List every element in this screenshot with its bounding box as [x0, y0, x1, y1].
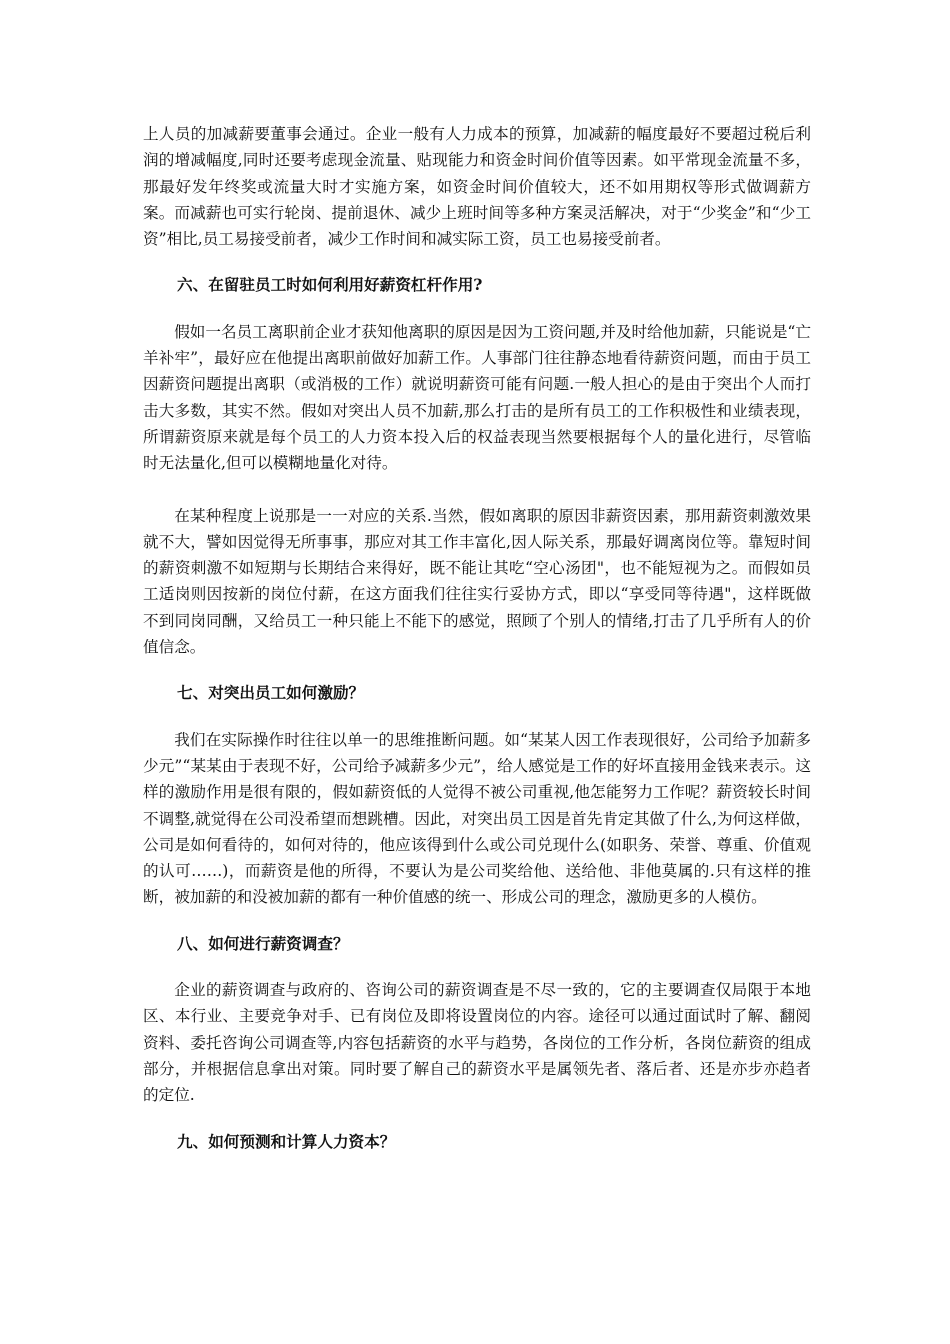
paragraph-incentive: 我们在实际操作时往往以单一的思维推断问题。如“某某人因工作表现很好，公司给予加薪多少元”“某某由于表现不好，公司给予减薪多少元”，给人感觉是工作的好坏直接用金钱来表示。这样的激励作用是很有限的，假如薪资低的人觉得不被公司重视,他怎能努力工作呢？薪资较长时间不调整,就觉得在公司没希望而想跳槽。因此，对突出员工因是首先肯定其做了什么,为何这样做，公司是如何看待的，如何对待的，他应该得到什么或公司兑现什么(如职务、荣誉、尊重、价值观的认可……)，而薪资是他的所得，不要认为是公司奖给他、送给他、非他莫属的.只有这样的推断，被加薪的和没被加薪的都有一种价值感的统一、形成公司的理念，激励更多的人模仿。 — [143, 730, 811, 907]
heading-section-7: 七、对突出员工如何激励？ — [177, 683, 365, 703]
heading-section-9: 九、如何预测和计算人力资本？ — [177, 1131, 396, 1151]
paragraph-retention-2: 在某种程度上说那是一一对应的关系.当然，假如离职的原因非薪资因素，那用薪资刺激效果就不大，譬如因觉得无所事事，那应对其工作丰富化,因人际关系，那最好调离岗位等。靠短时间的薪资刺激不如短期与长期结合来得好，既不能让其吃“空心汤团"，也不能短视为之。而假如员工适岗则因按新的岗位付薪，在这方面我们往往实行妥协方式，即以“享受同等待遇"，这样既做不到同岗同酬，又给员工一种只能上不能下的感觉，照顾了个别人的情绪,打击了几乎所有人的价值信念。 — [143, 506, 811, 657]
heading-section-6: 六、在留驻员工时如何利用好薪资杠杆作用? — [177, 275, 483, 295]
heading-section-8: 八、如何进行薪资调查？ — [177, 933, 349, 953]
paragraph-salary-survey: 企业的薪资调查与政府的、咨询公司的薪资调查是不尽一致的，它的主要调查仅局限于本地区、本行业、主要竞争对手、已有岗位及即将设置岗位的内容。途径可以通过面试时了解、翻阅资料、委托咨询公司调查等,内容包括薪资的水平与趋势，各岗位的工作分析，各岗位薪资的组成部分，并根据信息拿出对策。同时要了解自己的薪资水平是属领先者、落后者、还是亦步亦趋者的定位. — [143, 981, 811, 1105]
document-body — [143, 121, 811, 1155]
paragraph-retention-1: 假如一名员工离职前企业才获知他离职的原因是因为工资问题,并及时给他加薪，只能说是“亡羊补牢”，最好应在他提出离职前做好加薪工作。人事部门往往静态地看待薪资问题，而由于员工因薪资问题提出离职（或消极的工作）就说明薪资可能有问题.一般人担心的是由于突出个人而打击大多数，其实不然。假如对突出人员不加薪,那么打击的是所有员工的工作积极性和业绩表现，所谓薪资原来就是每个员工的人力资本投入后的权益表现当然要根据每个人的量化进行，尽管临时无法量化,但可以模糊地量化对待。 — [143, 322, 811, 473]
paragraph-salary-adjustment: 上人员的加减薪要董事会通过。企业一般有人力成本的预算，加减薪的幅度最好不要超过税后利润的增减幅度,同时还要考虑现金流量、贴现能力和资金时间价值等因素。如平常现金流量不多，那最好发年终奖或流量大时才实施方案，如资金时间价值较大，还不如用期权等形式做调薪方案。而减薪也可实行轮岗、提前退休、减少上班时间等多种方案灵活解决，对于“少奖金”和“少工资”相比,员工易接受前者，减少工作时间和减实际工资，员工也易接受前者。 — [143, 125, 811, 249]
